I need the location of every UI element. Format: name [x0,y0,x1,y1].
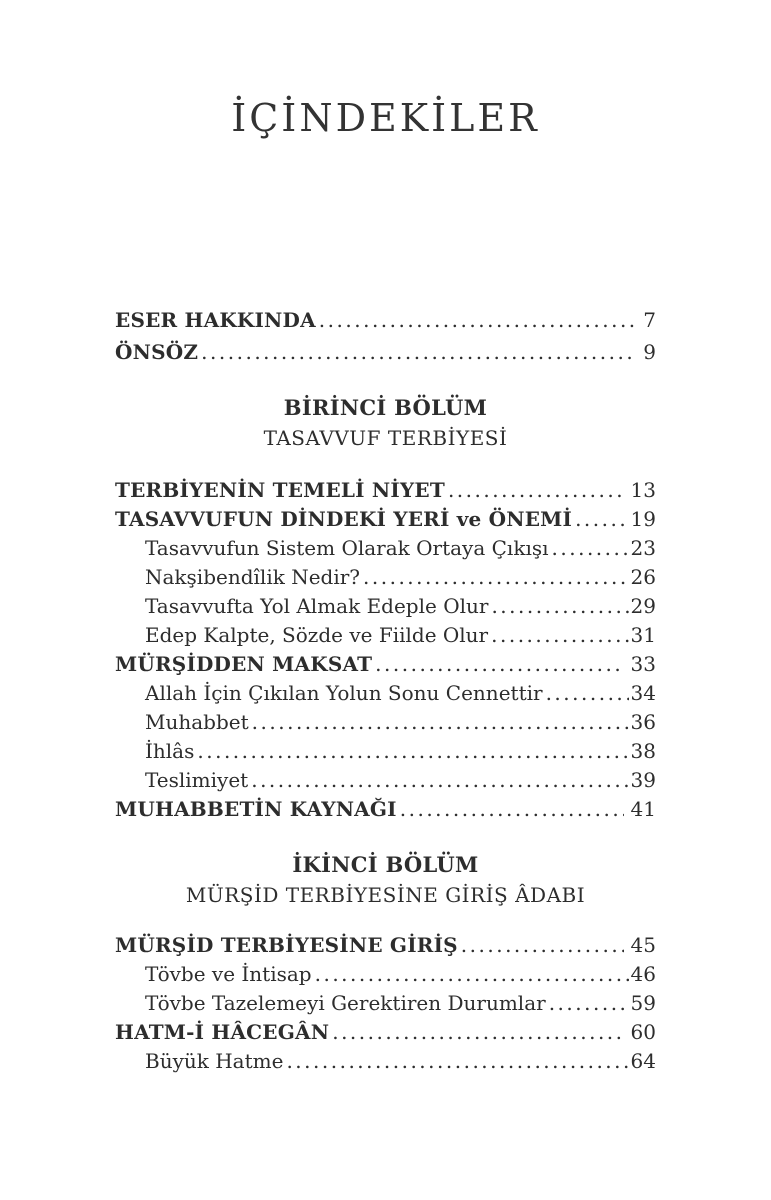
toc-entry-label: Tövbe Tazelemeyi Gerektiren Durumlar [145,991,546,1015]
toc-entry-label: İhlâs [145,739,195,763]
toc-entry-label: Tövbe ve İntisap [145,962,312,986]
toc-entry-page: 31 [630,623,656,647]
dot-leader-icon [400,795,624,824]
toc-entry-page: 7 [643,308,656,332]
dot-leader-icon [552,534,629,563]
section-entry-list [115,476,656,824]
toc-entry-label: Edep Kalpte, Sözde ve Fiilde Olur [145,623,489,647]
toc-entry-label: MUHABBETİN KAYNAĞI [115,797,397,821]
front-matter-list [115,304,656,368]
section-heading: İKİNCİ BÖLÜM [292,852,479,877]
page-title: İÇİNDEKİLER [231,96,540,140]
toc-entry [115,534,656,563]
section-heading-block [115,850,656,910]
toc-entry-page: 59 [630,991,656,1015]
toc-entry-page: 9 [643,340,656,364]
toc-entry-page: 23 [630,536,656,560]
toc-entry-page: 60 [630,1020,656,1044]
toc-entry [115,795,656,824]
toc-entry-page: 64 [630,1049,656,1073]
section-subheading: TASAVVUF TERBİYESİ [263,426,508,450]
toc-entry-label: TERBİYENİN TEMELİ NİYET [115,478,445,502]
toc-entry-page: 29 [630,594,656,618]
dot-leader-icon [363,563,629,592]
toc-entry-label: TASAVVUFUN DİNDEKİ YERİ ve ÖNEMİ [115,507,573,531]
toc-entry-page: 13 [630,478,656,502]
toc-entry [115,679,656,708]
toc-entry-page: 41 [630,797,656,821]
toc-entry [115,1018,656,1047]
toc-entry [115,989,656,1018]
toc-entry [115,708,656,737]
toc-entry [115,304,656,336]
dot-leader-icon [461,931,624,960]
dot-leader-icon [315,960,629,989]
dot-leader-icon [319,304,636,336]
section-heading-block [115,393,656,453]
toc-entry-label: Tasavvufun Sistem Olarak Ortaya Çıkışı [145,536,549,560]
toc-entry-page: 36 [630,710,656,734]
toc-entry-label: Muhabbet [145,710,249,734]
toc-entry-page: 26 [630,565,656,589]
toc-entry-label: MÜRŞİD TERBİYESİNE GİRİŞ [115,933,458,957]
dot-leader-icon [575,505,623,534]
toc-entry-label: Büyük Hatme [145,1049,284,1073]
toc-entry-page: 19 [630,507,656,531]
toc-entry-label: Teslimiyet [145,768,249,792]
dot-leader-icon [546,679,629,708]
toc-entry [115,563,656,592]
toc-sections [115,393,656,1076]
toc-entry-page: 39 [630,768,656,792]
toc-entry [115,1047,656,1076]
toc-entry [115,737,656,766]
dot-leader-icon [549,989,629,1018]
toc-entry-label: MÜRŞİDDEN MAKSAT [115,652,373,676]
toc-entry [115,650,656,679]
toc-entry-page: 38 [630,739,656,763]
toc-entry-page: 34 [630,681,656,705]
dot-leader-icon [197,737,628,766]
dot-leader-icon [375,650,623,679]
toc-entry-page: 46 [630,962,656,986]
toc-entry-label: ESER HAKKINDA [115,308,316,332]
toc-entry [115,931,656,960]
dot-leader-icon [251,766,628,795]
section-subheading: MÜRŞİD TERBİYESİNE GİRİŞ ÂDABI [185,883,586,907]
toc-entry [115,621,656,650]
section-entry-list [115,931,656,1076]
toc-entry [115,592,656,621]
toc-entry [115,476,656,505]
toc-entry-page: 45 [630,933,656,957]
toc-entry-label: ÖNSÖZ [115,340,199,364]
dot-leader-icon [491,621,628,650]
dot-leader-icon [286,1047,628,1076]
toc-entry-label: Nakşibendîlik Nedir? [145,565,361,589]
dot-leader-icon [448,476,624,505]
toc-page [0,98,771,1200]
toc-entry-label: HATM-İ HÂCEGÂN [115,1020,330,1044]
toc-entry-label: Allah İçin Çıkılan Yolun Sonu Cennettir [145,681,543,705]
dot-leader-icon [332,1018,623,1047]
toc-entry [115,505,656,534]
toc-entry-label: Tasavvufta Yol Almak Edeple Olur [145,594,489,618]
dot-leader-icon [252,708,629,737]
toc-entry [115,960,656,989]
dot-leader-icon [201,336,636,368]
toc-entry [115,336,656,368]
toc-entry-page: 33 [630,652,656,676]
dot-leader-icon [491,592,628,621]
section-heading: BİRİNCİ BÖLÜM [283,395,488,420]
toc-entry [115,766,656,795]
